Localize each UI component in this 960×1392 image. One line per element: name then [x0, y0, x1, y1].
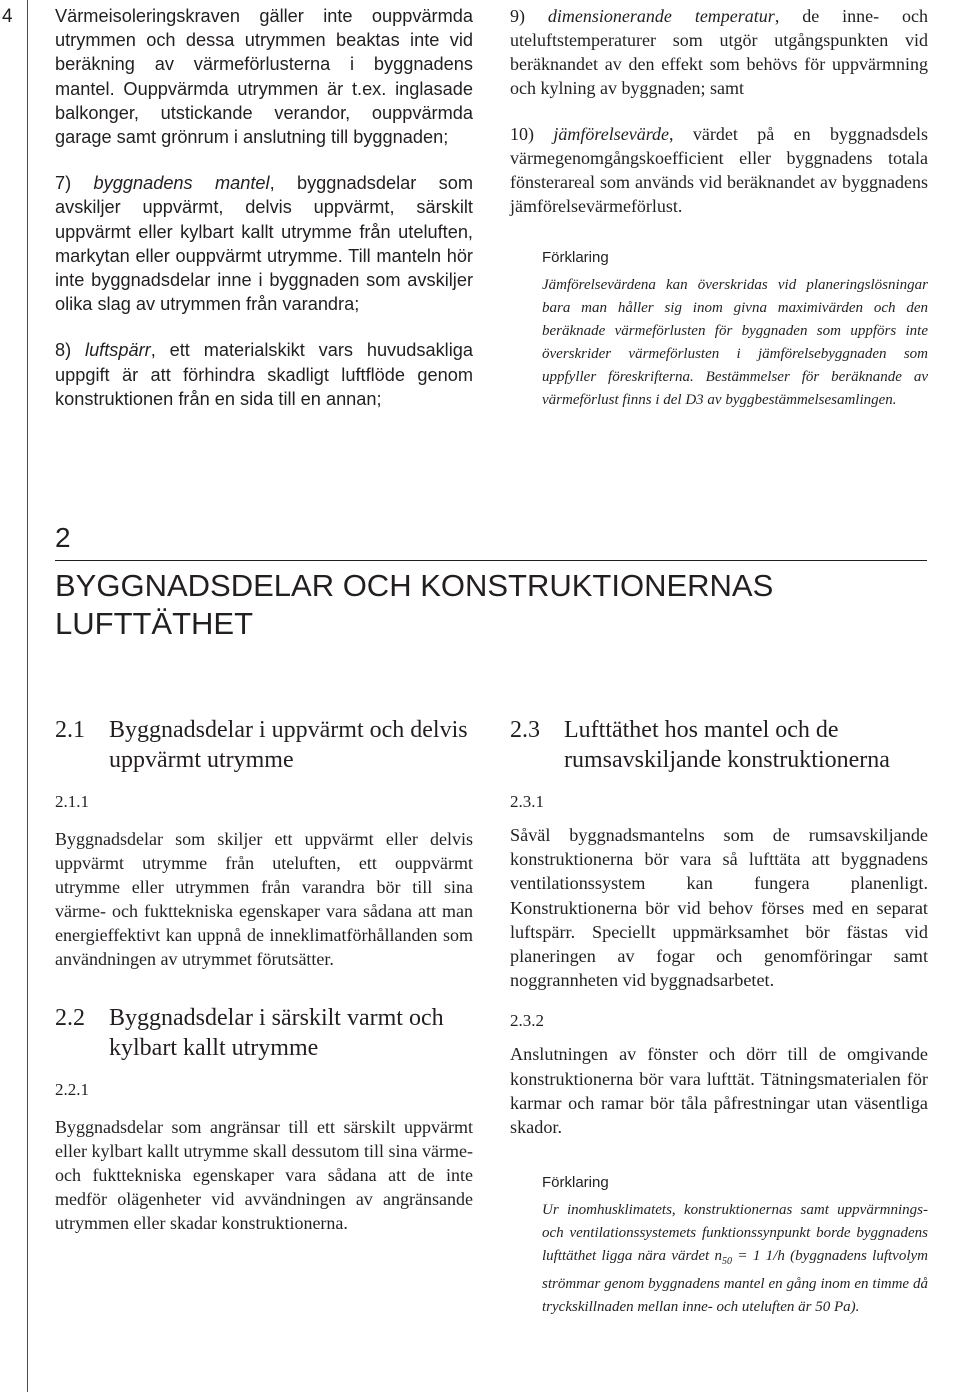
paragraph-2-2-1: Byggnadsdelar som angränsar till ett särskilt uppvärmt eller kylbart kallt utrymme skall dessutom till sina värme- och fukttekniska egenskaper vara sådana att de inte medför olägenheter vid avvändningen av angränsande utrymmen eller skadar konstruktionerna.: [55, 1117, 473, 1233]
definition-term: luftspärr: [85, 340, 151, 361]
definition-term: jämförelsevärde: [553, 124, 670, 144]
chapter-title: BYGGNADSDELAR OCH KONSTRUKTIONERNAS LUFTTÄTHET: [55, 568, 774, 641]
section-heading-2-3: 2.3 Lufttäthet hos mantel och de rumsavskiljande konstruktionerna: [510, 717, 890, 773]
chapter-rule: [55, 560, 927, 561]
chapter-heading: [55, 520, 927, 643]
paragraph-2-1-1: Byggnadsdelar som skiljer ett uppvärmt eller delvis uppvärmt utrymme från uteluften, ett ouppvärmt utrymme eller utrymmen från varandra bör till sina värme- och fukttekniska egenskaper vara sådana att man energieffektivt kan uppnå de inneklimatförhållanden som användningen av utrymmet förutsätter.: [55, 829, 473, 969]
definition-text: , de inne- och uteluftstemperaturer som utgör utgångspunkten vid beräknandet av den effekt som behövs för uppvärmning och kylning av byggnaden; samt: [510, 6, 929, 98]
definition-9: [510, 4, 928, 100]
subsection-number-2-1-1: 2.1.1: [55, 792, 89, 811]
section-heading-2-2: 2.2 Byggnadsdelar i särskilt varmt och kylbart kallt utrymme: [55, 1005, 444, 1061]
paragraph-2-3-2: Anslutningen av fönster och dörr till de omgivande konstruktionerna bör vara lufttät. Tätningsmaterialen för karmar och ramar bör tåla påfrestningar utan väsentliga skador.: [510, 1044, 928, 1138]
definition-number: 8): [55, 340, 86, 361]
paragraph-2-3-1: Såväl byggnadsmantelns som de rumsavskiljande konstruktionerna bör vara så lufttäta att byggnadens ventilationssystem kan fungera planenligt. Konstruktionerna bör vid behov förses med en separat luftspärr. Speciellt uppmärksamhet bör fästas vid planeringen av fogar och genomföringar samt noggrannheten vid byggnadsarbetet.: [510, 825, 928, 991]
page-number: 4: [2, 6, 13, 27]
definition-7: [55, 171, 473, 316]
explanation-text: Ur inomhusklimatets, konstruktionernas samt uppvärmnings- och ventilationssystemets funktionssynpunkt borde byggnadens lufttäthet ligga nära värdet $n_{50} = 1$ 1/h (byggnadens luftvolym strömmar genom byggnadens mantel en gång inom en timme då tryckskillnaden mellan inne- och uteluften är 50 Pa).: [542, 1202, 928, 1316]
explanation-box: [510, 248, 928, 412]
definition-text: , ett materialskikt vars huvudsakliga uppgift är att förhindra skadligt luftflöde genom konstruktionen från en sida till en annan;: [55, 340, 473, 409]
subsection-number-2-3-2: 2.3.2: [510, 1011, 544, 1031]
top-left-column: [55, 4, 473, 411]
definition-10: [510, 122, 928, 218]
definition-text: , värdet på en byggnadsdels värmegenomgångskoefficient eller byggnadens totala fönsterareal som används vid beräknandet av byggnadens jämförelsevärmeförlust.: [510, 124, 928, 216]
chapter-number: 2: [55, 522, 71, 553]
definition-8: [55, 338, 473, 411]
subsection-number-2-3-1: 2.3.1: [510, 792, 544, 811]
definition-number: 9): [510, 6, 548, 26]
definition-term: byggnadens mantel: [93, 173, 270, 194]
section-heading-2-1: 2.1 Byggnadsdelar i uppvärmt och delvis uppvärmt utrymme: [55, 717, 468, 773]
definition-term: dimensionerande temperatur: [547, 6, 775, 26]
definition-number: 7): [55, 173, 94, 194]
definition-text: , byggnadsdelar som avskiljer uppvärmt, delvis uppvärmt, särskilt uppvärmt eller kylbart kallt utrymme från uteluften, markytan eller ouppvärmt utrymme. Till manteln hör inte byggnadsdelar inne i byggnaden som avskiljer olika slag av utrymmen från varandra;: [55, 173, 474, 315]
subsection-number-2-2-1: 2.2.1: [55, 1080, 89, 1099]
explanation-heading: Förklaring: [542, 1174, 609, 1192]
explanation-box: [510, 1173, 928, 1319]
explanation-heading: Förklaring: [542, 249, 609, 266]
definition-number: 10): [510, 124, 554, 144]
top-right-column: [510, 4, 928, 412]
paragraph-unheated-spaces: Värmeisoleringskraven gäller inte ouppvärmda utrymmen och dessa utrymmen beaktas inte vid beräkning av värmeförlusterna i byggnadens mantel. Ouppvärmda utrymmen är t.ex. inglasade balkonger, utstickande verandor, ouppvärmda garage samt grönrum i anslutning till byggnaden;: [55, 6, 473, 148]
explanation-text: Jämförelsevärdena kan överskridas vid planeringslösningar bara man håller sig inom givna maximivärden och den beräknade värmeförlusten för byggnaden som uppförs inte överskrider värmeförlusten i jämförelsebyggnaden som uppfyller föreskrifterna. Bestämmelser för beräknande av värmeförlust finns i del D3 av byggbestämmelsesamlingen.: [542, 277, 928, 408]
bottom-left-column: [55, 715, 473, 1235]
bottom-right-column: [510, 715, 928, 1319]
margin-rule: [27, 0, 28, 1392]
